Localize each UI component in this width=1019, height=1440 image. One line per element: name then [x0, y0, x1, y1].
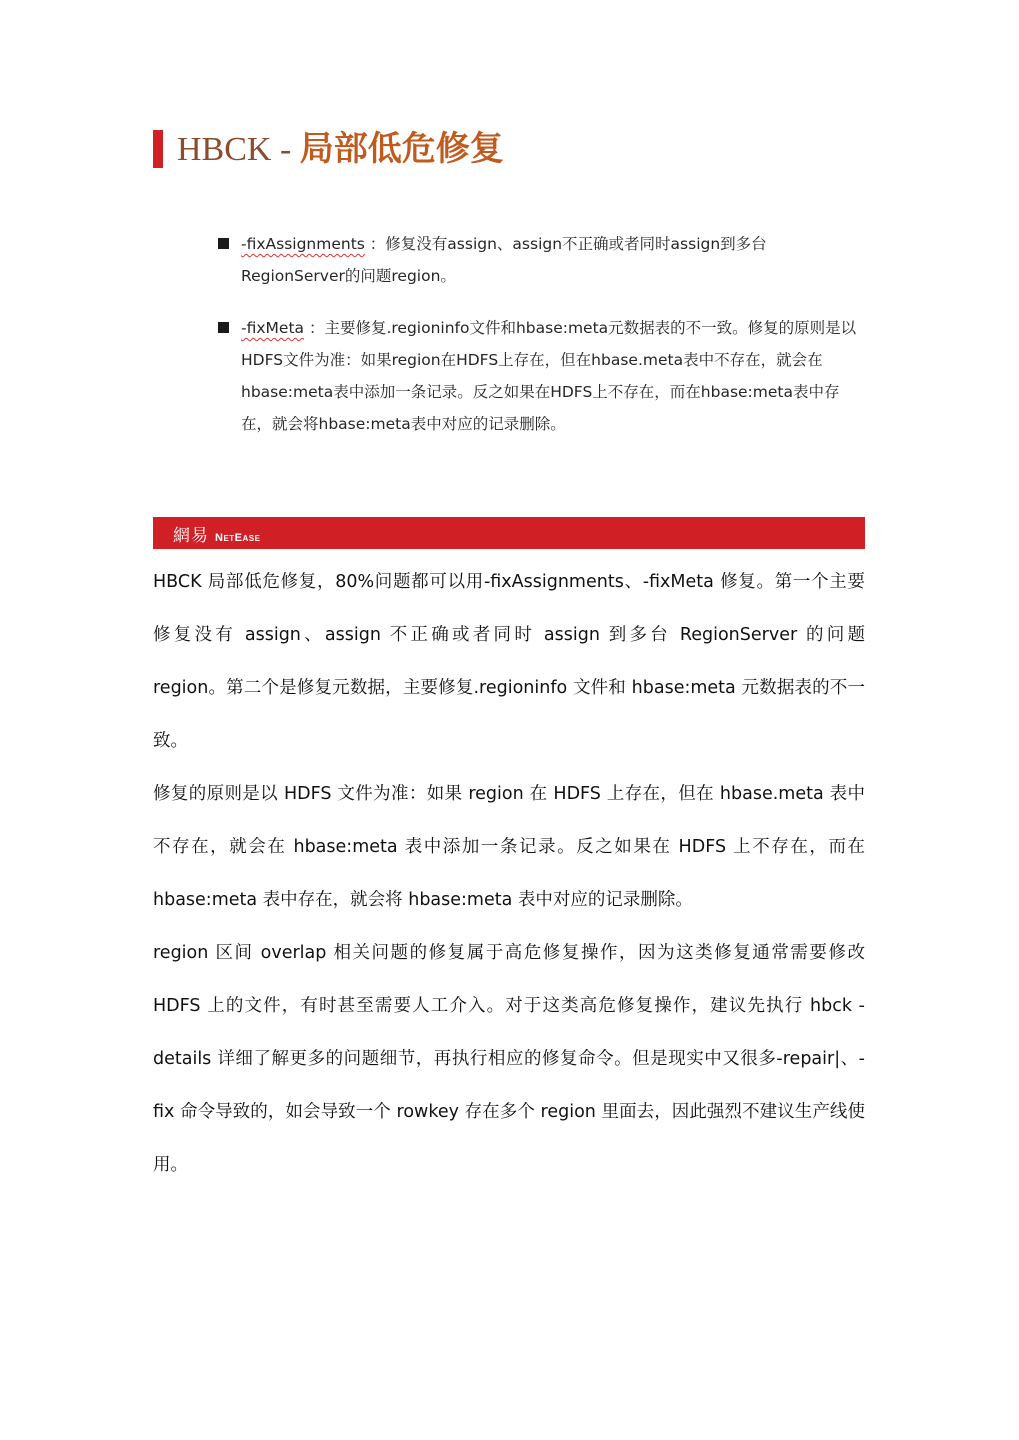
- brand-footer-bar: [153, 517, 865, 549]
- paragraph: 修复的原则是以 HDFS 文件为准：如果 region 在 HDFS 上存在，但在 hbase.meta 表中不存在，就会在 hbase:meta 表中添加一条记录。反之如果在 HDFS 上不存在，而在 hbase:meta 表中存在，就会将 hbase:meta 表中对应的记录删除。: [153, 784, 865, 910]
- bullet-description: ：修复没有assign、assign不正确或者同时assign到多台RegionServer的问题region。: [241, 235, 767, 285]
- brand-cn-text: 網易: [173, 525, 209, 546]
- paragraph: HBCK 局部低危修复，80%问题都可以用-fixAssignments、-fixMeta 修复。第一个主要修复没有 assign、assign 不正确或者同时 assign 到多台 RegionServer 的问题 region。第二个是修复元数据，主要修复.regioninfo 文件和 hbase:meta 元数据表的不一致。: [153, 572, 865, 751]
- title-prefix: HBCK -: [177, 130, 300, 168]
- bullet-item: [218, 228, 878, 292]
- slide-bullet-list: [218, 228, 878, 460]
- title-suffix: 局部低危修复: [299, 128, 504, 169]
- square-bullet-icon: [218, 322, 229, 333]
- bullet-text: [241, 312, 861, 440]
- bullet-description: ：主要修复.regioninfo文件和hbase:meta元数据表的不一致。修复的原则是以HDFS文件为准：如果region在HDFS上存在，但在hbase.meta表中不存在，就会在hbase:meta表中添加一条记录。反之如果在HDFS上不存在，而在hbase:meta表中存在，就会将hbase:meta表中对应的记录删除。: [241, 319, 857, 433]
- bullet-term: -fixMeta: [241, 319, 305, 337]
- bullet-term: -fixAssignments: [241, 235, 365, 253]
- slide-title: [153, 128, 504, 170]
- document-body: [153, 556, 865, 1192]
- brand-en-text: NetEase: [215, 531, 261, 544]
- paragraph: region 区间 overlap 相关问题的修复属于高危修复操作，因为这类修复通常需要修改 HDFS 上的文件，有时甚至需要人工介入。对于这类高危修复操作，建议先执行 hbck -details 详细了解更多的问题细节，再执行相应的修复命令。但是现实中又很多-repair|、-fix 命令导致的，如会导致一个 rowkey 存在多个 region 里面去，因此强烈不建议生产线使用。: [153, 943, 865, 1175]
- netease-logo: [173, 521, 260, 546]
- bullet-text: [241, 228, 861, 292]
- square-bullet-icon: [218, 238, 229, 249]
- title-accent-bar: [153, 130, 163, 168]
- slide-title-text: [177, 129, 504, 170]
- bullet-item: [218, 312, 878, 440]
